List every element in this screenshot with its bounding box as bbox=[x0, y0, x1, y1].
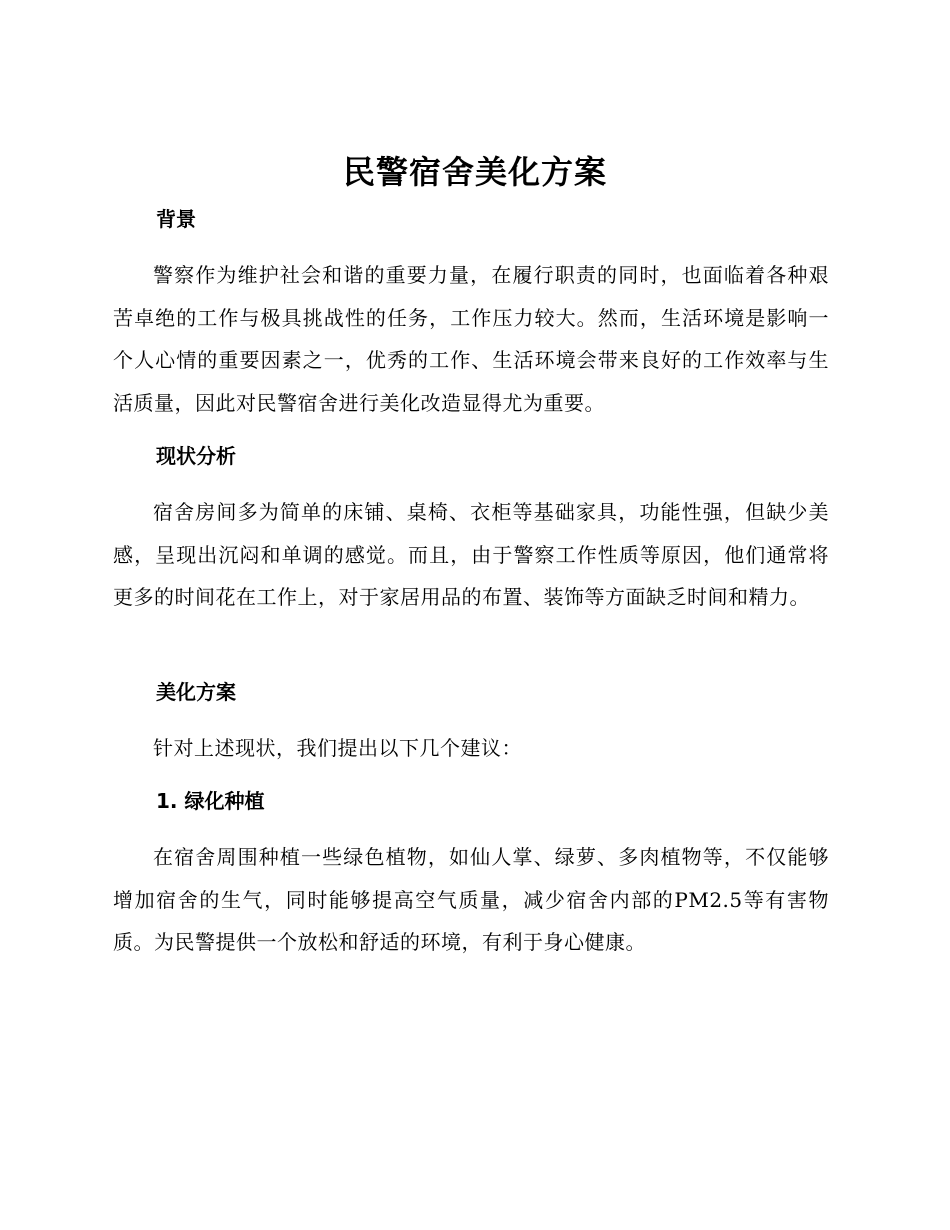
paragraph-background: 警察作为维护社会和谐的重要力量，在履行职责的同时，也面临着各种艰苦卓绝的工作与极具挑战性的任务，工作压力较大。然而，生活环境是影响一个人心情的重要因素之一，优秀的工作、生活环境会带来良好的工作效率与生活质量，因此对民警宿舍进行美化改造显得尤为重要。 bbox=[113, 263, 829, 415]
paragraph-analysis: 宿舍房间多为简单的床铺、桌椅、衣柜等基础家具，功能性强，但缺少美感，呈现出沉闷和单调的感觉。而且，由于警察工作性质等原因，他们通常将更多的时间花在工作上，对于家居用品的布置、装饰等方面缺乏时间和精力。 bbox=[113, 500, 829, 609]
section-heading-plan: 美化方案 bbox=[156, 680, 236, 704]
document-title: 民警宿舍美化方案 bbox=[342, 153, 607, 191]
paragraph-plan-intro: 针对上述现状，我们提出以下几个建议： bbox=[153, 736, 522, 760]
section-heading-greening: 1. 绿化种植 bbox=[156, 789, 265, 813]
paragraph-greening: 在宿舍周围种植一些绿色植物，如仙人掌、绿萝、多肉植物等，不仅能够增加宿舍的生气，同时能够提高空气质量，减少宿舍内部的PM2.5等有害物质。为民警提供一个放松和舒适的环境，有利于身心健康。 bbox=[113, 845, 829, 954]
section-heading-analysis: 现状分析 bbox=[156, 444, 236, 468]
section-heading-background: 背景 bbox=[156, 207, 196, 231]
